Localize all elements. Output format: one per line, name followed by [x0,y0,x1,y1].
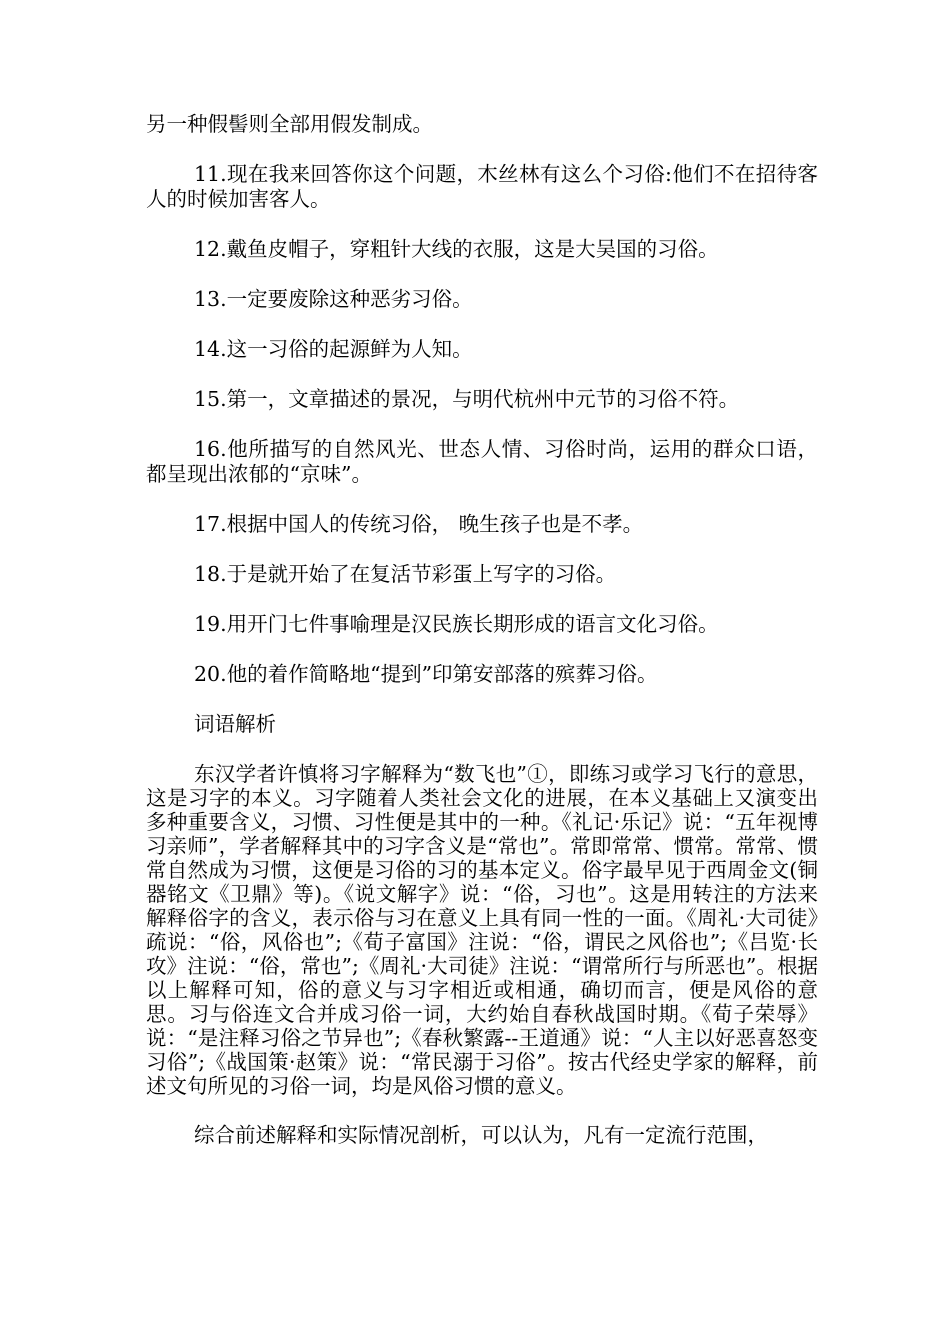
example-sentence-18: 18.于是就开始了在复活节彩蛋上写字的习俗。 [194,562,617,586]
example-sentence-14: 14.这一习俗的起源鲜为人知。 [194,337,473,361]
example-sentence-12: 12.戴鱼皮帽子，穿粗针大线的衣服，这是大吴国的习俗。 [194,237,719,261]
example-sentence-16: 16.他所描写的自然风光、世态人情、习俗时尚，运用的群众口语，都呈现出浓郁的“京味”。 [146,437,818,486]
document-page [146,112,818,1148]
example-sentence-15: 15.第一，文章描述的景况，与明代杭州中元节的习俗不符。 [194,387,740,411]
explanation-paragraph: 东汉学者许慎将习字解释为“数飞也”①，即练习或学习飞行的意思，这是习字的本义。习字随着人类社会文化的进展，在本义基础上又演变出多种重要含义，习惯、习性便是其中的一种。《礼记·乐记》说：“五年视博习亲师”，学者解释其中的习字含义是“常也”。常即常常、惯常。常常、惯常自然成为习惯，这便是习俗的习的基本定义。俗字最早见于西周金文(铜器铭文《卫鼎》等)。《说文解字》说：“俗，习也”。这是用转注的方法来解释俗字的含义，表示俗与习在意义上具有同一性的一面。《周礼·大司徒》疏说：“俗，风俗也”;《荀子富国》注说：“俗，谓民之风俗也”;《吕览·长攻》注说：“俗，常也”;《周礼·大司徒》注说：“谓常所行与所恶也”。根据以上解释可知，俗的意义与习字相近或相通，确切而言，便是风俗的意思。习与俗连文合并成习俗一词，大约始自春秋战国时期。《荀子荣辱》说：“是注释习俗之节异也”;《春秋繁露--王道通》说：“人主以好恶喜怒变习俗”;《战国策·赵策》说：“常民溺于习俗”。按古代经史学家的解释，前述文句所见的习俗一词，均是风俗习惯的意义。 [146,762,818,1098]
example-sentence-11: 11.现在我来回答你这个问题，木丝林有这么个习俗:他们不在招待客人的时候加害客人。 [146,162,818,211]
example-sentence-17: 17.根据中国人的传统习俗， 晚生孩子也是不孝。 [194,512,644,536]
paragraph-continuation: 另一种假髻则全部用假发制成。 [146,112,433,136]
example-sentence-20: 20.他的着作简略地“提到”印第安部落的殡葬习俗。 [194,662,658,686]
example-sentence-13: 13.一定要废除这种恶劣习俗。 [194,287,473,311]
example-sentence-19: 19.用开门七件事喻理是汉民族长期形成的语言文化习俗。 [194,612,719,636]
section-heading: 词语解析 [194,712,276,736]
summary-paragraph: 综合前述解释和实际情况剖析，可以认为，凡有一定流行范围， [194,1123,768,1147]
